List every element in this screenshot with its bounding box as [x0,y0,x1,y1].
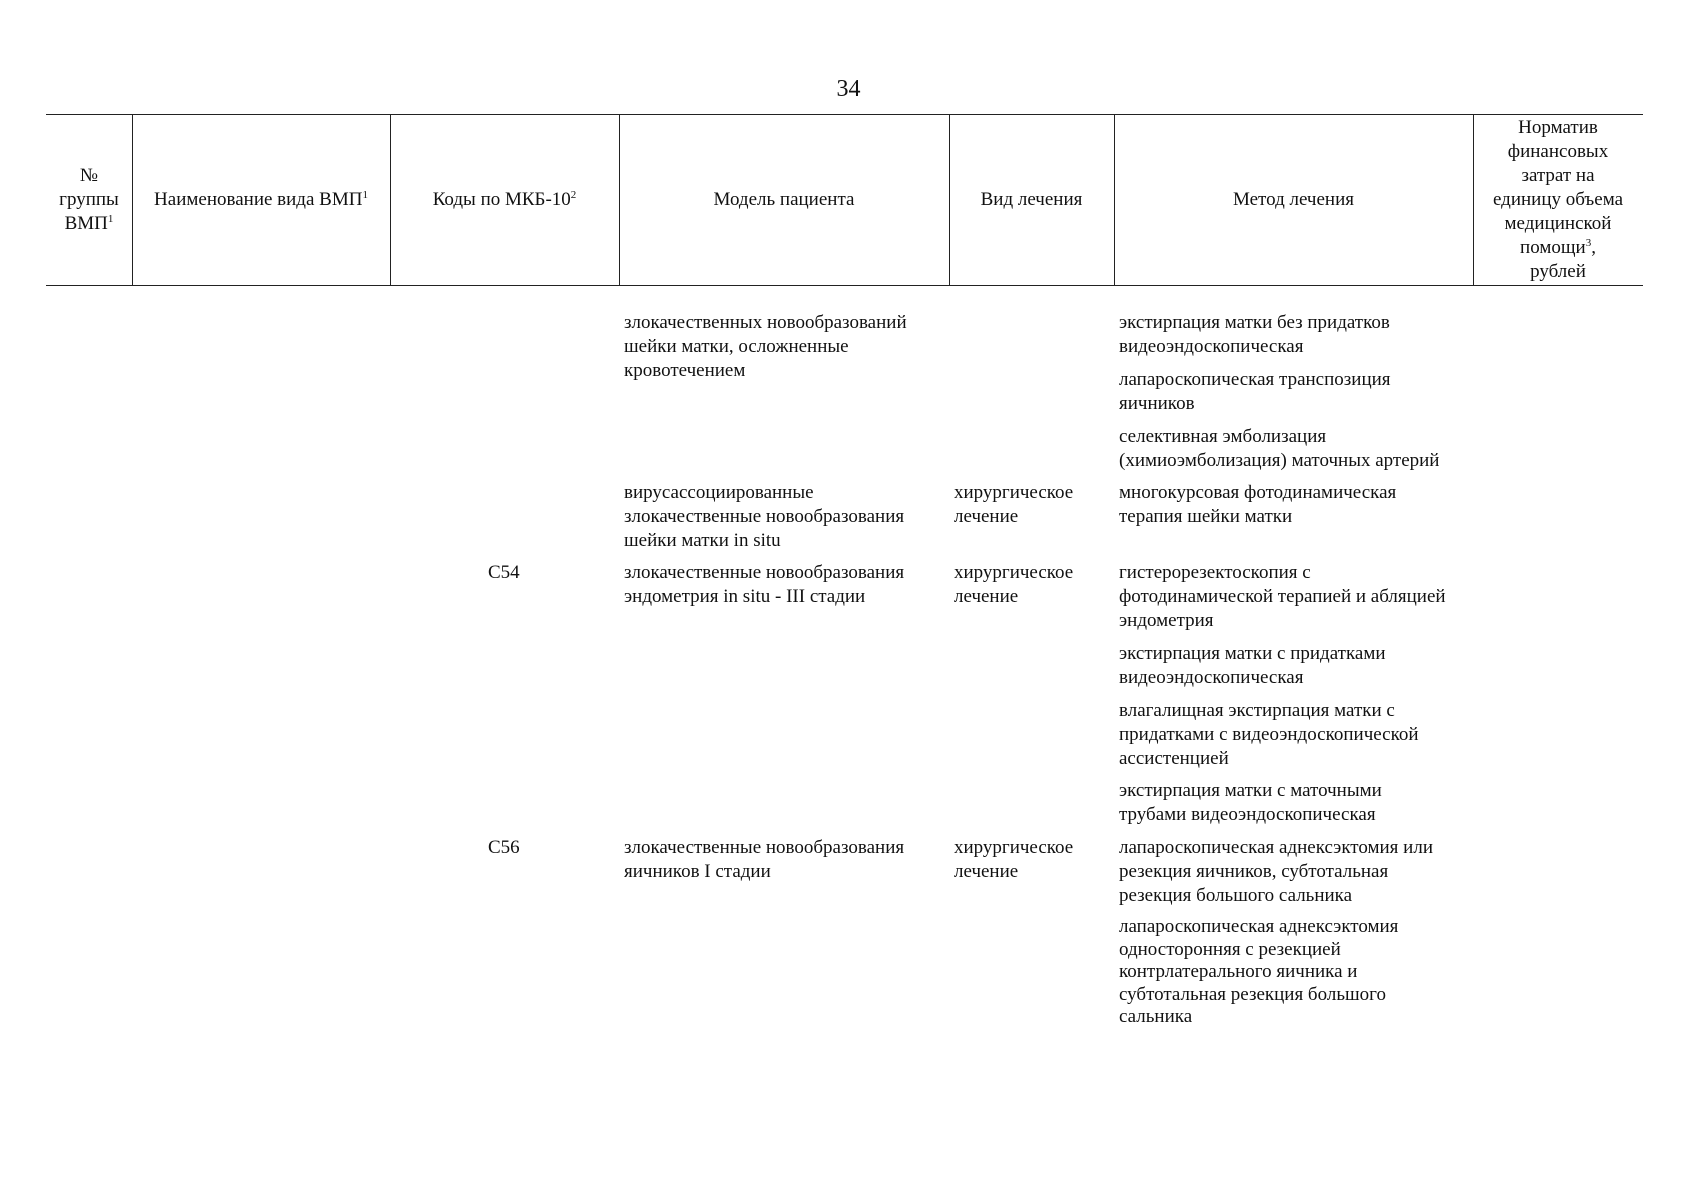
icd-code-cell: C54 [488,562,520,583]
patient-model-cell: злокачественные новообразования эндометрия in situ - III стадии [624,562,905,607]
header-treatment-type: Вид лечения [980,188,1083,210]
treatment-method-cell: экстирпация матки с придатками видеоэндоскопическая [1119,643,1386,688]
treatment-method-cell: влагалищная экстирпация матки с придатками с видеоэндоскопической ассистенцией [1119,700,1419,769]
header-icd-codes: Коды по МКБ-$10^2$ [432,188,577,210]
header-cost-norm: Норматив финансовых затрат на единицу объема медицинской помощи$^3$, рублей [1492,116,1624,282]
patient-model-cell: злокачественные новообразования яичников I стадии [624,837,905,882]
table-header-bottom-rule [46,285,1643,286]
header-patient-model: Модель пациента [713,188,855,210]
treatment-type-cell: хирургическое лечение [954,562,1074,607]
treatment-method-cell: многокурсовая фотодинамическая терапия шейки матки [1119,482,1397,527]
treatment-method-cell: лапароскопическая транспозиция яичников [1119,369,1391,414]
treatment-method-cell: экстирпация матки с маточными трубами видеоэндоскопическая [1119,780,1382,825]
treatment-type-cell: хирургическое лечение [954,482,1074,527]
patient-model-cell: вирусассоциированные злокачественные новообразования шейки матки in situ [624,482,905,551]
treatment-method-cell: лапароскопическая аднексэктомия односторонняя с резекцией контрлатерального яичника и субтотальная резекция большого сальника [1119,916,1399,1027]
treatment-method-cell: экстирпация матки без придатков видеоэндоскопическая [1119,312,1390,357]
page-number: 34 [836,76,861,102]
header-vmp-name: Наименование вида ВМП$^1$ [154,188,368,210]
header-treatment-method: Метод лечения [1232,188,1354,210]
icd-code-cell: C56 [488,837,520,858]
treatment-method-cell: гистерорезектоскопия с фотодинамической терапией и абляцией эндометрия [1119,562,1446,631]
treatment-method-cell: лапароскопическая аднексэктомия или резекция яичников, субтотальная резекция большого сальника [1119,837,1433,906]
treatment-type-cell: хирургическое лечение [954,837,1074,882]
patient-model-cell: злокачественных новообразований шейки матки, осложненные кровотечением [624,312,907,381]
treatment-method-cell: селективная эмболизация (химиоэмболизация) маточных артерий [1119,426,1440,471]
header-group-number: № группы ВМП$^1$ [59,164,119,234]
